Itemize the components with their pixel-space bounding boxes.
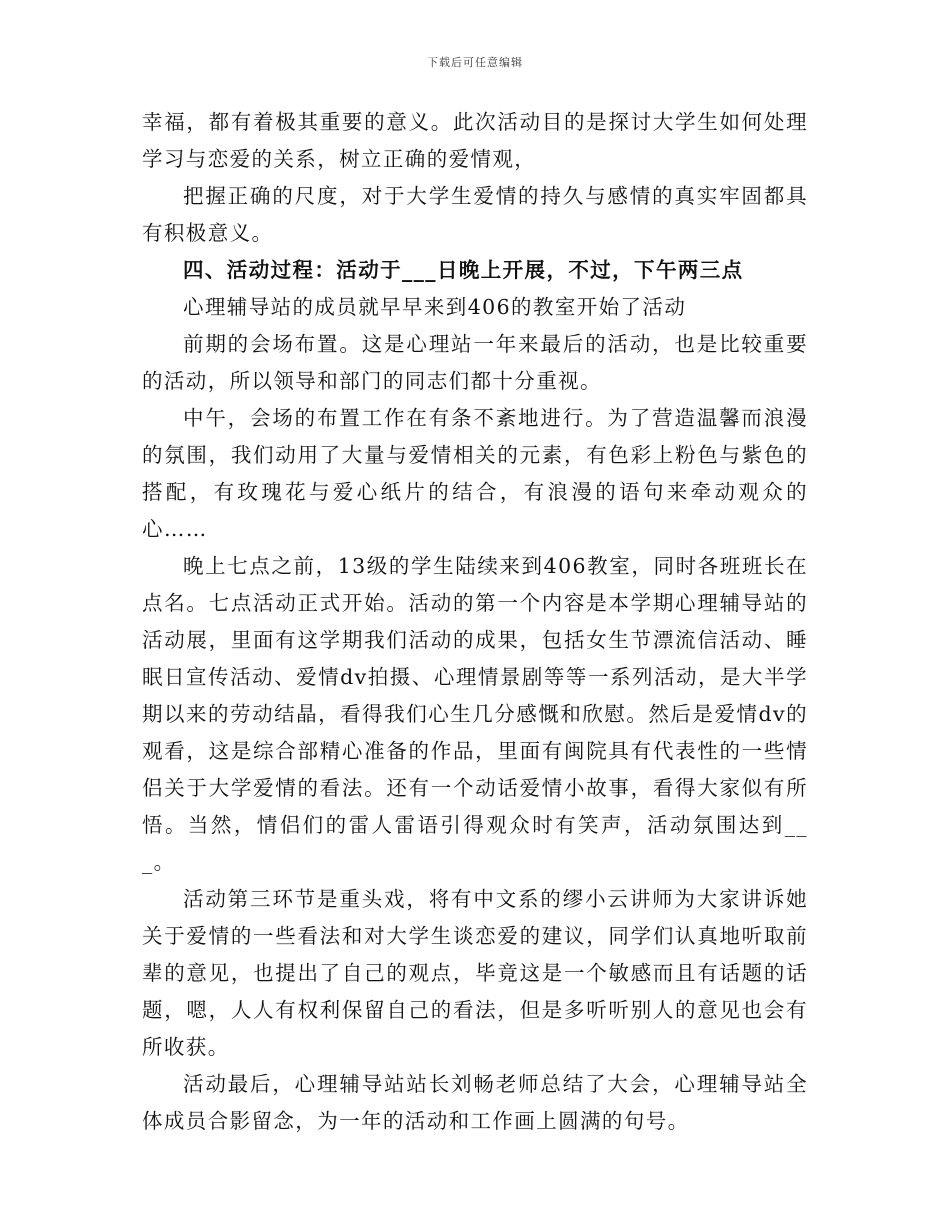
page-header-note: 下载后可任意编辑: [427, 56, 523, 69]
section-heading-activity-process: 四、活动过程：活动于___日晚上开展，不过，下午两三点: [183, 258, 744, 282]
document-body: [142, 104, 808, 1140]
paragraph-venue-preparation: 前期的会场布置。这是心理站一年来最后的活动，也是比较重要的活动，所以领导和部门的同志们都十分重视。: [142, 332, 808, 393]
paragraph-purpose-significance: 把握正确的尺度，对于大学生爱情的持久与感情的真实牢固都具有积极意义。: [142, 184, 808, 245]
paragraph-noon-decoration: 中午，会场的布置工作在有条不紊地进行。为了营造温馨而浪漫的氛围，我们动用了大量与爱情相关的元素，有色彩上粉色与紫色的搭配，有玫瑰花与爱心纸片的结合，有浪漫的语句来牵动观众的心……: [142, 406, 808, 541]
paragraph-third-segment: 活动第三环节是重头戏，将有中文系的缪小云讲师为大家讲诉她关于爱情的一些看法和对大学生谈恋爱的建议，同学们认真地听取前辈的意见，也提出了自己的观点，毕竟这是一个敏感而且有话题的话题，嗯，人人有权利保留自己的看法，但是多听听别人的意见也会有所收获。: [142, 887, 808, 1059]
paragraph-evening-activities: 晚上七点之前，13级的学生陆续来到406教室，同时各班班长在点名。七点活动正式开始。活动的第一个内容是本学期心理辅导站的活动展，里面有这学期我们活动的成果，包括女生节漂流信活动、睡眠日宣传活动、爱情dv拍摄、心理情景剧等等一系列活动，是大半学期以来的劳动结晶，看得我们心生几分感慨和欣慰。然后是爱情dv的观看，这是综合部精心准备的作品，里面有闽院具有代表性的一些情侣关于大学爱情的看法。还有一个动话爱情小故事，看得大家似有所悟。当然，情侣们的雷人雷语引得观众时有笑声，活动氛围达到___。: [142, 554, 808, 874]
paragraph-conclusion: 活动最后，心理辅导站站长刘畅老师总结了大会，心理辅导站全体成员合影留念，为一年的活动和工作画上圆满的句号。: [142, 1072, 808, 1133]
paragraph-purpose-continuation: 幸福，都有着极其重要的意义。此次活动目的是探讨大学生如何处理学习与恋爱的关系，树立正确的爱情观，: [142, 110, 808, 171]
paragraph-members-arrival: 心理辅导站的成员就早早来到406的教室开始了活动: [183, 295, 687, 319]
